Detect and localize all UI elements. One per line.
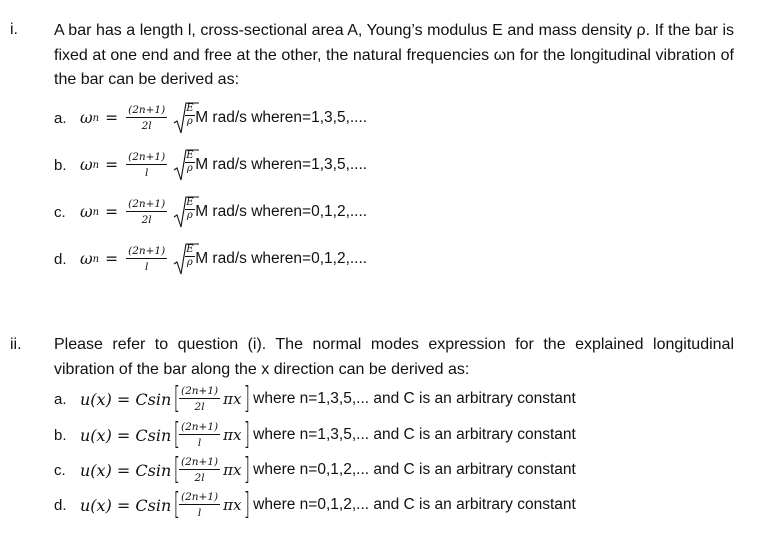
fraction-numerator: (2n+1) <box>180 491 219 503</box>
option-d <box>54 487 576 523</box>
option-letter: c. <box>54 203 66 221</box>
pi-x: πx <box>223 426 242 444</box>
right-bracket: ] <box>244 487 251 522</box>
omega-subscript: n <box>92 253 100 265</box>
square-root <box>173 195 199 229</box>
fraction <box>179 421 220 449</box>
option-letter: b. <box>54 426 67 444</box>
bracket-group <box>171 418 253 452</box>
option-letter: a. <box>54 390 67 408</box>
root-denominator: ρ <box>186 257 193 268</box>
question-text: A bar has a length l, cross-sectional area A, Young’s modulus E and mass density ρ. If the bar is fixed at one end and free at the other, the natural frequencies ωn for the longitudinal vibration of the bar can be derived as: <box>54 22 734 88</box>
right-bracket: ] <box>244 381 251 416</box>
square-root <box>173 101 199 135</box>
left-bracket: [ <box>173 487 181 522</box>
fraction-numerator: (2n+1) <box>180 456 219 468</box>
bracket-group <box>171 488 253 522</box>
omega-symbol: ω <box>80 109 93 127</box>
root-numerator: E <box>186 197 194 208</box>
question-number: i. <box>10 21 18 38</box>
fraction-denominator: l <box>144 261 149 273</box>
left-bracket: [ <box>173 417 181 452</box>
root-numerator: E <box>186 150 194 161</box>
fraction-denominator: 2l <box>141 120 152 132</box>
omega-symbol: ω <box>80 156 93 174</box>
fraction-denominator: l <box>197 507 202 519</box>
equals-sign: = <box>105 156 119 174</box>
condition-text: n=1,3,5,.... <box>293 156 368 173</box>
root-numerator: E <box>186 103 194 114</box>
option-letter: d. <box>54 496 67 514</box>
option-c <box>54 452 576 488</box>
fraction <box>126 245 167 273</box>
root-fraction <box>185 148 194 175</box>
root-numerator: E <box>186 244 194 255</box>
option-b <box>54 417 576 453</box>
pi-x: πx <box>223 390 242 408</box>
pi-x: πx <box>223 461 242 479</box>
root-denominator: ρ <box>186 210 193 221</box>
fraction-numerator: (2n+1) <box>128 198 166 210</box>
unit-text: M rad/s where <box>195 250 294 267</box>
fraction <box>126 198 167 226</box>
root-fraction <box>185 242 194 269</box>
condition-text: where n=1,3,5,... and C is an arbitrary constant <box>253 390 576 407</box>
option-letter: d. <box>54 250 67 268</box>
fraction-denominator: 2l <box>141 214 152 226</box>
omega-symbol: ω <box>80 250 93 268</box>
right-bracket: ] <box>244 452 251 487</box>
pi-x: πx <box>223 496 242 514</box>
omega-subscript: n <box>92 112 100 124</box>
left-bracket: [ <box>173 452 181 487</box>
condition-text: where n=1,3,5,... and C is an arbitrary constant <box>253 426 576 443</box>
condition-text: n=1,3,5,.... <box>293 109 368 126</box>
option-letter: b. <box>54 156 67 174</box>
fraction-denominator: l <box>144 167 149 179</box>
mode-expression-lhs: u(x) = Csin <box>80 495 172 515</box>
fraction <box>126 104 167 132</box>
equals-sign: = <box>105 250 119 268</box>
fraction-numerator: (2n+1) <box>180 421 219 433</box>
mode-expression-lhs: u(x) = Csin <box>80 460 172 480</box>
unit-text: M rad/s where <box>195 203 294 220</box>
option-letter: c. <box>54 461 66 479</box>
equals-sign: = <box>105 109 119 127</box>
omega-subscript: n <box>92 159 100 171</box>
fraction-numerator: (2n+1) <box>180 385 219 397</box>
unit-text: M rad/s where <box>195 109 294 126</box>
fraction <box>179 456 220 484</box>
fraction <box>126 151 167 179</box>
question-text: Please refer to question (i). The normal modes expression for the explained longitudinal vibration of the bar along the x direction can be derived as: <box>54 336 734 378</box>
fraction-denominator: l <box>197 437 202 449</box>
fraction-denominator: 2l <box>194 472 205 484</box>
fraction-denominator: 2l <box>194 401 205 413</box>
option-d <box>54 241 367 277</box>
unit-text: M rad/s where <box>195 156 294 173</box>
condition-text: where n=0,1,2,... and C is an arbitrary constant <box>253 496 576 513</box>
right-bracket: ] <box>244 417 251 452</box>
equals-sign: = <box>105 203 119 221</box>
bracket-group <box>171 453 253 487</box>
root-denominator: ρ <box>186 163 193 174</box>
root-fraction <box>185 195 194 222</box>
fraction-numerator: (2n+1) <box>128 245 166 257</box>
option-a <box>54 381 576 417</box>
left-bracket: [ <box>173 381 181 416</box>
square-root <box>173 242 199 276</box>
question-number: ii. <box>10 336 22 353</box>
mode-expression-lhs: u(x) = Csin <box>80 425 172 445</box>
option-b <box>54 147 367 183</box>
bracket-group <box>171 382 253 416</box>
square-root <box>173 148 199 182</box>
option-c <box>54 194 367 230</box>
omega-subscript: n <box>92 206 100 218</box>
fraction-numerator: (2n+1) <box>128 104 166 116</box>
condition-text: n=0,1,2,.... <box>293 203 368 220</box>
root-fraction <box>185 101 194 128</box>
fraction <box>179 491 220 519</box>
root-denominator: ρ <box>186 116 193 127</box>
mode-expression-lhs: u(x) = Csin <box>80 389 172 409</box>
option-letter: a. <box>54 109 67 127</box>
fraction <box>179 385 220 413</box>
condition-text: where n=0,1,2,... and C is an arbitrary constant <box>253 461 576 478</box>
omega-symbol: ω <box>80 203 93 221</box>
condition-text: n=0,1,2,.... <box>293 250 368 267</box>
fraction-numerator: (2n+1) <box>128 151 166 163</box>
option-a <box>54 100 367 136</box>
